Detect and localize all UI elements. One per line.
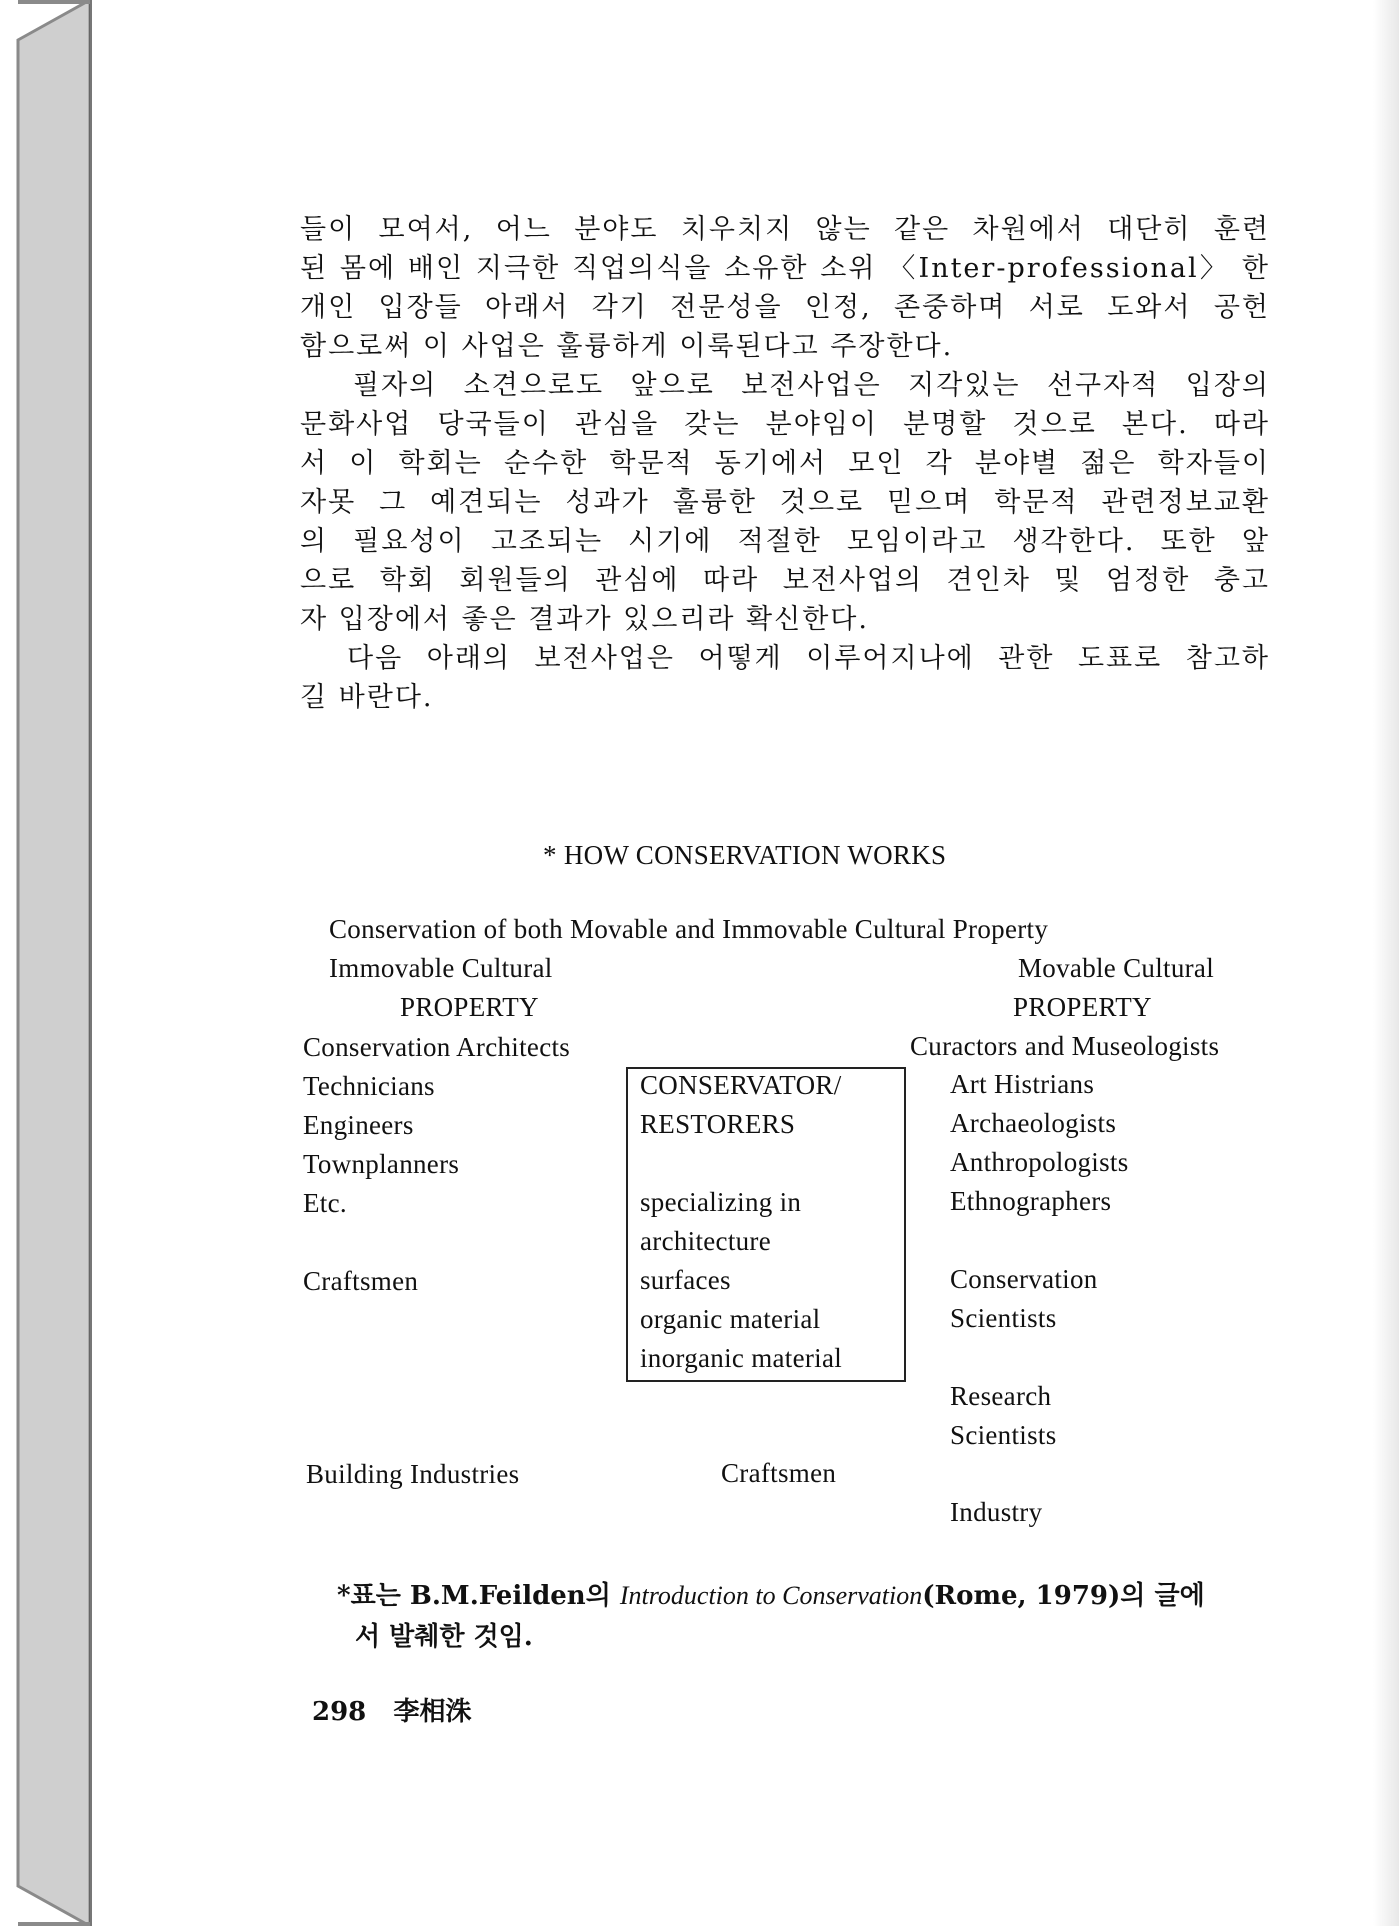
box-item: organic material: [640, 1304, 821, 1334]
left-item: Etc.: [303, 1188, 347, 1218]
body-line: 의 필요성이 고조되는 시기에 적절한 모임이라고 생각한다. 또한 앞: [300, 526, 1270, 557]
footnote-suffix: (Rome, 1979)의 글에: [922, 1581, 1205, 1611]
immovable-property-heading: PROPERTY: [400, 992, 539, 1022]
body-line: 자못 그 예견되는 성과가 훌륭한 것으로 믿으며 학문적 관련정보교환: [300, 487, 1270, 518]
research-scientists: Research: [950, 1381, 1052, 1411]
box-title: CONSERVATOR/: [640, 1070, 842, 1100]
author-name: 李相洙: [393, 1697, 472, 1727]
building-industries: Building Industries: [306, 1459, 520, 1489]
box-item: architecture: [640, 1226, 772, 1256]
right-item: Art Histrians: [950, 1069, 1095, 1099]
right-item: Ethnographers: [950, 1186, 1112, 1216]
diagram-title: * HOW CONSERVATION WORKS: [543, 840, 947, 870]
box-item: inorganic material: [640, 1343, 843, 1373]
body-line: 자 입장에서 좋은 결과가 있으리라 확신한다.: [300, 604, 869, 635]
left-craftsmen: Craftsmen: [303, 1266, 419, 1296]
industry: Industry: [950, 1497, 1043, 1527]
conservation-scientists: Scientists: [950, 1303, 1057, 1333]
book-spine: [0, 0, 95, 1926]
page-number: 298: [312, 1697, 367, 1727]
body-line: 길 바란다.: [300, 682, 434, 713]
body-text: [300, 210, 1270, 717]
body-line: 다음 아래의 보전사업은 어떻게 이루어지나에 관한 도표로 참고하: [300, 643, 1270, 674]
body-line: 문화사업 당국들이 관심을 갖는 분야임이 분명할 것으로 본다. 따라: [300, 409, 1270, 440]
right-item: Archaeologists: [950, 1108, 1117, 1138]
bottom-craftsmen: Craftsmen: [721, 1458, 837, 1488]
body-line: 으로 학회 회원들의 관심에 따라 보전사업의 견인차 및 엄정한 충고: [300, 565, 1270, 596]
box-title: RESTORERS: [640, 1109, 796, 1139]
body-line: 개인 입장들 아래서 각기 전문성을 인정, 존중하며 서로 도와서 공헌: [300, 292, 1270, 323]
body-line: 필자의 소견으로도 앞으로 보전사업은 지각있는 선구자적 입장의: [300, 370, 1270, 401]
curators-museologists: Curactors and Museologists: [910, 1031, 1220, 1061]
movable-heading: Movable Cultural: [1018, 953, 1215, 983]
body-line: 서 이 학회는 순수한 학문적 동기에서 모인 각 분야별 젊은 학자들이: [300, 448, 1270, 479]
research-scientists: Scientists: [950, 1420, 1057, 1450]
page-footer: [312, 1691, 471, 1728]
body-line: 된 몸에 배인 지극한 직업의식을 소유한 소위 〈Inter-professional〉 한: [300, 253, 1270, 284]
left-item: Technicians: [303, 1071, 435, 1101]
box-item: specializing in: [640, 1187, 802, 1217]
conservation-architects: Conservation Architects: [303, 1032, 571, 1062]
right-item: Anthropologists: [950, 1147, 1129, 1177]
box-item: surfaces: [640, 1265, 731, 1295]
body-line: 들이 모여서, 어느 분야도 치우치지 않는 같은 차원에서 대단히 훈련: [300, 214, 1270, 245]
footnote-book-title: Introduction to Conservation: [619, 1581, 923, 1610]
immovable-heading: Immovable Cultural: [329, 953, 553, 983]
movable-property-heading: PROPERTY: [1013, 992, 1152, 1022]
footnote-prefix: *표는 B.M.Feilden의: [337, 1581, 620, 1611]
footnote-line-1: [337, 1575, 1205, 1612]
body-line: 함으로써 이 사업은 훌륭하게 이룩된다고 주장한다.: [300, 331, 954, 362]
left-item: Townplanners: [303, 1149, 460, 1179]
left-item: Engineers: [303, 1110, 414, 1140]
diagram-subtitle: Conservation of both Movable and Immovable Cultural Property: [329, 914, 1049, 944]
conservation-scientists: Conservation: [950, 1264, 1098, 1294]
footnote-line-2: 서 발췌한 것임.: [355, 1622, 533, 1652]
